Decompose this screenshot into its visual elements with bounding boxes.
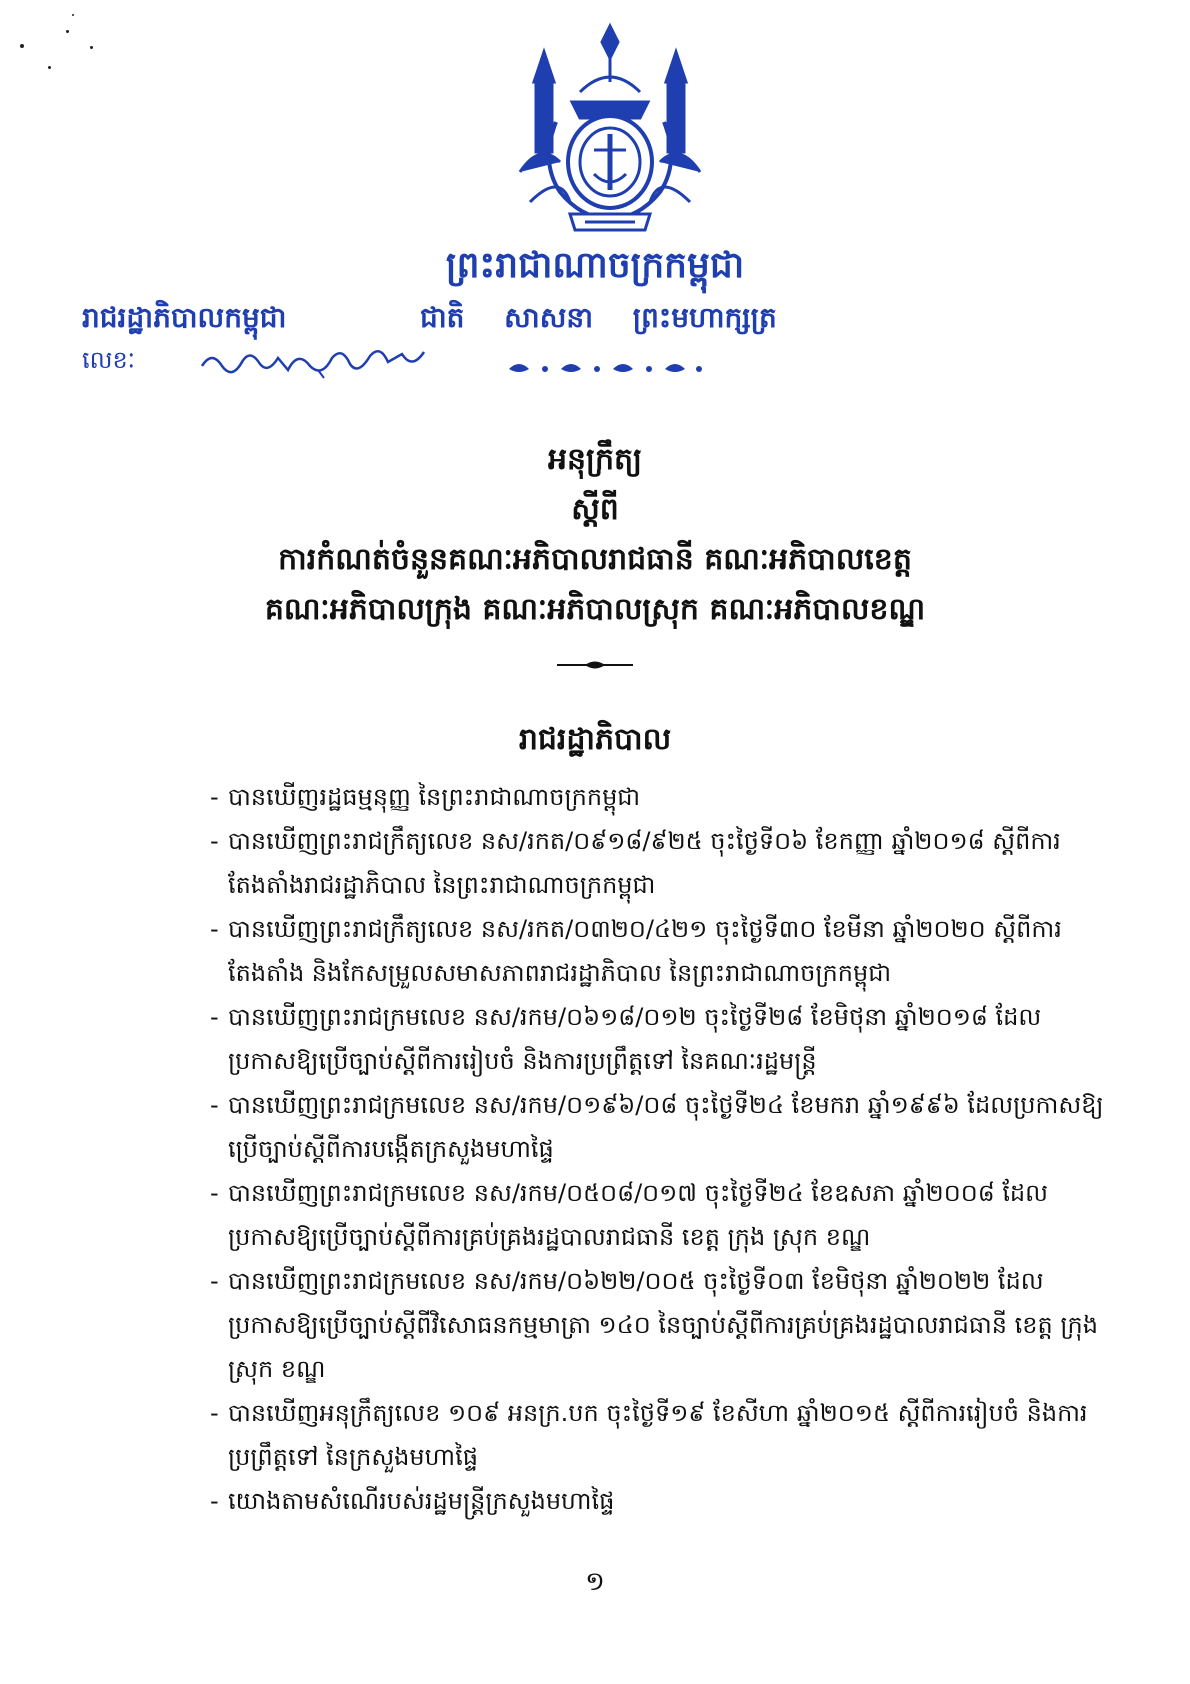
list-item: - បានឃើញព្រះរាជក្រមលេខ នស/រកម/០៦២២/០០៥ ចុះថ្ងៃទី០៣ ខែមិថុនា ឆ្នាំ២០២២ ដែលប្រកាសឱ្យប្រើច្បាប់ស្តីពីវិសោធនកម្មមាត្រា ១៤០ នៃច្បាប់ស្តីពីការគ្រប់គ្រងរដ្ឋបាលរាជធានី ខេត្ត ក្រុង ស្រុក ខណ្ឌ [210, 1267, 1098, 1383]
clause-text: បានឃើញព្រះរាជក្រមលេខ នស/រកម/០៦២២/០០៥ ចុះថ្ងៃទី០៣ ខែមិថុនា ឆ្នាំ២០២២ ដែលប្រកាសឱ្យប្រើច្បាប់ស្តីពីវិសោធនកម្មមាត្រា ១៤០ នៃច្បាប់ស្តីពីការគ្រប់គ្រងរដ្ឋបាលរាជធានី ខេត្ត ក្រុង ស្រុក ខណ្ឌ [228, 1267, 1098, 1383]
reference-number-label: លេខៈ [82, 346, 136, 374]
subject-line-2: គណៈអភិបាលក្រុង គណៈអភិបាលស្រុក គណៈអភិបាលខណ្ឌ [264, 592, 926, 627]
list-item: - បានឃើញព្រះរាជក្រមលេខ នស/រកម/០១៩៦/០៨ ចុះថ្ងៃទី២៤ ខែមករា ឆ្នាំ១៩៩៦ ដែលប្រកាសឱ្យប្រើច្បាប់ស្តីពីការបង្កើតក្រសួងមហាផ្ទៃ [210, 1091, 1104, 1163]
clause-text: បានឃើញព្រះរាជក្រមលេខ នស/រកម/០១៩៦/០៨ ចុះថ្ងៃទី២៤ ខែមករា ឆ្នាំ១៩៩៦ ដែលប្រកាសឱ្យប្រើច្បាប់ស្តីពីការបង្កើតក្រសួងមហាផ្ទៃ [228, 1091, 1104, 1163]
government-heading: រាជរដ្ឋាភិបាល [518, 722, 672, 757]
issuing-government: រាជរដ្ឋាភិបាលកម្ពុជា [82, 301, 287, 334]
handwritten-reference-number [198, 340, 428, 380]
national-motto: ជាតិ សាសនា ព្រះមហាក្សត្រ [420, 301, 777, 334]
clause-text: យោងតាមសំណើរបស់រដ្ឋមន្ត្រីក្រសួងមហាផ្ទៃ [228, 1487, 615, 1515]
preamble-clause-list [210, 775, 1110, 1523]
list-item: - យោងតាមសំណើរបស់រដ្ឋមន្ត្រីក្រសួងមហាផ្ទៃ [210, 1487, 615, 1515]
list-item: - បានឃើញព្រះរាជក្រឹត្យលេខ នស/រកត/០៩១៨/៩២៥ ចុះថ្ងៃទី០៦ ខែកញ្ញា ឆ្នាំ២០១៨ ស្តីពីការតែងតាំងរាជរដ្ឋាភិបាល នៃព្រះរាជាណាចក្រកម្ពុជា [210, 827, 1061, 899]
list-item: - បានឃើញអនុក្រឹត្យលេខ ១០៩ អនក្រ.បក ចុះថ្ងៃទី១៩ ខែសីហា ឆ្នាំ២០១៥ ស្តីពីការរៀបចំ និងការប្រព្រឹត្តទៅ នៃក្រសួងមហាផ្ទៃ [210, 1399, 1088, 1471]
page-number: ១ [585, 1567, 605, 1597]
clause-text: បានឃើញព្រះរាជក្រមលេខ នស/រកម/០៥០៨/០១៧ ចុះថ្ងៃទី២៤ ខែឧសភា ឆ្នាំ២០០៨ ដែលប្រកាសឱ្យប្រើច្បាប់ស្តីពីការគ្រប់គ្រងរដ្ឋបាលរាជធានី ខេត្ត ក្រុង ស្រុក ខណ្ឌ [228, 1179, 1049, 1251]
clause-text: បានឃើញរដ្ឋធម្មនុញ្ញ នៃព្រះរាជាណាចក្រកម្ពុជា [228, 783, 641, 811]
subject-line-1: ការកំណត់ចំនួនគណៈអភិបាលរាជធានី គណៈអភិបាលខេត្ត [278, 542, 912, 577]
document-type: អនុក្រឹត្យ [547, 442, 643, 477]
clause-text: បានឃើញអនុក្រឹត្យលេខ ១០៩ អនក្រ.បក ចុះថ្ងៃទី១៩ ខែសីហា ឆ្នាំ២០១៥ ស្តីពីការរៀបចំ និងការប្រព្រឹត្តទៅ នៃក្រសួងមហាផ្ទៃ [228, 1399, 1088, 1471]
kingdom-title: ព្រះរាជាណាចក្រកម្ពុជា [445, 244, 745, 286]
clause-text: បានឃើញព្រះរាជក្រឹត្យលេខ នស/រកត/០៩១៨/៩២៥ ចុះថ្ងៃទី០៦ ខែកញ្ញា ឆ្នាំ២០១៨ ស្តីពីការតែងតាំងរាជរដ្ឋាភិបាល នៃព្រះរាជាណាចក្រកម្ពុជា [228, 827, 1061, 899]
list-item: - បានឃើញព្រះរាជក្រមលេខ នស/រកម/០៥០៨/០១៧ ចុះថ្ងៃទី២៤ ខែឧសភា ឆ្នាំ២០០៨ ដែលប្រកាសឱ្យប្រើច្បាប់ស្តីពីការគ្រប់គ្រងរដ្ឋបាលរាជធានី ខេត្ត ក្រុង ស្រុក ខណ្ឌ [210, 1179, 1049, 1251]
royal-coat-of-arms-icon [510, 22, 710, 237]
document-about: ស្តីពី [571, 492, 619, 527]
clause-text: បានឃើញព្រះរាជក្រឹត្យលេខ នស/រកត/០៣២០/៤២១ ចុះថ្ងៃទី៣០ ខែមីនា ឆ្នាំ២០២០ ស្តីពីការតែងតាំង និងកែសម្រួលសមាសភាពរាជរដ្ឋាភិបាល នៃព្រះរាជាណាចក្រកម្ពុជា [228, 915, 1062, 987]
divider-ornament-icon [555, 658, 635, 672]
list-item: - បានឃើញព្រះរាជក្រមលេខ នស/រកម/០៦១៨/០១២ ចុះថ្ងៃទី២៨ ខែមិថុនា ឆ្នាំ២០១៨ ដែលប្រកាសឱ្យប្រើច្បាប់ស្តីពីការរៀបចំ និងការប្រព្រឹត្តទៅ នៃគណៈរដ្ឋមន្ត្រី [210, 1003, 1042, 1075]
motto-ornament-icon [505, 355, 705, 379]
clause-text: បានឃើញព្រះរាជក្រមលេខ នស/រកម/០៦១៨/០១២ ចុះថ្ងៃទី២៨ ខែមិថុនា ឆ្នាំ២០១៨ ដែលប្រកាសឱ្យប្រើច្បាប់ស្តីពីការរៀបចំ និងការប្រព្រឹត្តទៅ នៃគណៈរដ្ឋមន្ត្រី [228, 1003, 1042, 1075]
list-item: - បានឃើញព្រះរាជក្រឹត្យលេខ នស/រកត/០៣២០/៤២១ ចុះថ្ងៃទី៣០ ខែមីនា ឆ្នាំ២០២០ ស្តីពីការតែងតាំង និងកែសម្រួលសមាសភាពរាជរដ្ឋាភិបាល នៃព្រះរាជាណាចក្រកម្ពុជា [210, 915, 1062, 987]
list-item: - បានឃើញរដ្ឋធម្មនុញ្ញ នៃព្រះរាជាណាចក្រកម្ពុជា [210, 783, 641, 811]
